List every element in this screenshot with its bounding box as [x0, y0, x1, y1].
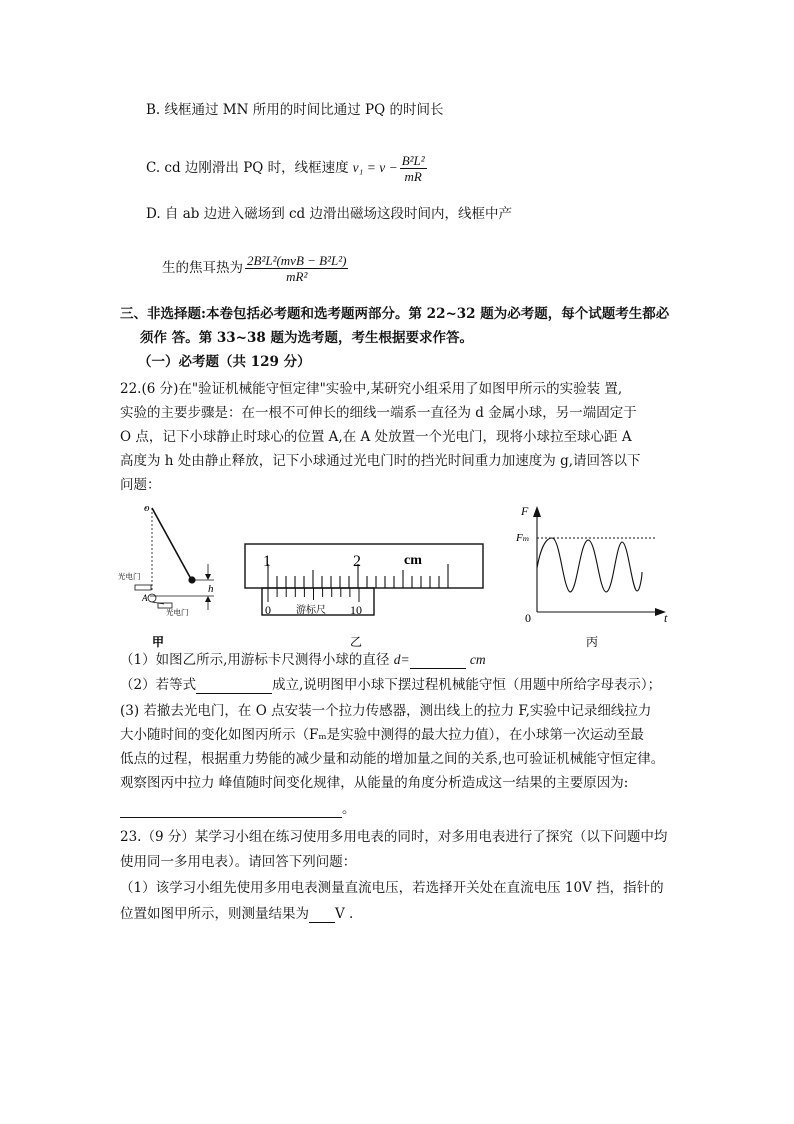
vernier-label-0: 0: [265, 603, 271, 617]
q23-line: 23.（9 分）某学习小组在练习使用多用电表的同时，对多用电表进行了探究（以下问题中均: [120, 829, 668, 845]
answer-blank-reason[interactable]: [120, 803, 342, 818]
q22-part2-suffix: 成立,说明图甲小球下摆过程机械能守恒（用题中所给字母表示）；: [272, 677, 662, 693]
option-d-line2: [162, 246, 350, 290]
y-axis-label: F: [521, 504, 529, 518]
option-c-denominator: mR: [404, 168, 422, 184]
q22-part3-line: (3) 若撤去光电门，在 O 点安装一个拉力传感器，测出线上的拉力 F,实验中记录细线拉力: [120, 703, 652, 719]
force-curve: [537, 538, 642, 592]
main-scale-body: [245, 544, 483, 588]
q22-part3-line: 观察图丙中拉力 峰值随时间变化规律，从能量的角度分析造成这一结果的主要原因为:: [120, 775, 629, 791]
x-axis-label: t: [664, 611, 668, 625]
answer-blank-voltage[interactable]: [309, 908, 335, 923]
q22-part1: [120, 651, 486, 669]
vernier-name: 游标尺: [296, 605, 326, 616]
figure-bing-caption: 丙: [586, 635, 599, 649]
q22-line: 22.(6 分)在"验证机械能守恒定律"实验中,某研究小组采用了如图甲所示的实验装 置,: [120, 381, 623, 397]
q22-part1-text: （1）如图乙所示,用游标卡尺测得小球的直径: [120, 652, 390, 668]
option-c-lhs: v₁ = v −: [352, 160, 398, 175]
point-o-label: o: [144, 502, 150, 514]
q22-part3-line: 大小随时间的变化如图丙所示（Fₘ是实验中测得的最大拉力值），在小球第一次运动至最: [120, 727, 644, 743]
main-scale-label-2: 2: [353, 553, 361, 570]
option-d-fraction: [245, 253, 348, 284]
answer-blank-diameter[interactable]: [410, 654, 466, 669]
gate-bottom-label: 光电门: [166, 608, 189, 617]
point-a-label: A: [142, 593, 148, 603]
option-d-text: 生的焦耳热为: [162, 260, 243, 276]
figure-bing: [515, 504, 668, 649]
option-c: [146, 146, 429, 190]
q22-part3-line: 低点的过程，根据重力势能的减少量和动能的增加量之间的关系,也可验证机械能守恒定律。: [120, 751, 665, 767]
figure-jia: [118, 502, 214, 649]
section-subheading: （一）必考题（共 129 分）: [138, 354, 311, 370]
gate-left-label: 光电门: [118, 572, 141, 581]
q23-last-line: [120, 905, 353, 923]
option-c-numerator: B²L²: [401, 152, 425, 168]
vernier-scale-ticks: [268, 588, 359, 602]
fm-label: Fₘ: [516, 532, 530, 544]
figure-jia-caption: 甲: [152, 635, 165, 649]
option-d-line1: D. 自 ab 边进入磁场到 cd 边滑出磁场这段时间内，线框中产: [146, 206, 512, 222]
q22-line: 高度为 h 处由静止释放，记下小球通过光电门时的挡光时间重力加速度为 g,请回答以下: [120, 453, 641, 469]
vernier-label-10: 10: [350, 603, 362, 617]
option-d-numerator: 2B²L²(mvB − B²L²): [247, 252, 347, 268]
q22-line: O 点，记下小球静止时球心的位置 A,在 A 处放置一个光电门，现将小球拉至球心距 A: [120, 429, 632, 445]
q22-line: 问题：: [120, 477, 161, 493]
main-scale-unit: cm: [404, 553, 422, 568]
q23-line: 使用同一多用电表）。请回答下列问题：: [120, 854, 357, 870]
q22-part3-end: 。: [342, 801, 356, 817]
option-c-text: C. cd 边刚滑出 PQ 时，线框速度: [146, 160, 349, 176]
q23-line: （1）该学习小组先使用多用电表测量直流电压，若选择开关处在直流电压 10V 挡，指针的: [120, 880, 664, 896]
origin-label: 0: [525, 611, 531, 625]
option-c-fraction: [400, 153, 427, 184]
q23-last-suffix: V .: [335, 906, 354, 922]
option-b: B. 线框通过 MN 所用的时间比通过 PQ 的时间长: [146, 102, 444, 118]
q22-part3-answer: [120, 800, 356, 818]
figure-yi: [245, 544, 483, 649]
section-heading-line1: 三、非选择题:本卷包括必考题和选考题两部分。第 22~32 题为必考题，每个试题考生都必: [120, 306, 670, 322]
answer-blank-equation[interactable]: [196, 679, 272, 694]
main-scale-label-1: 1: [263, 553, 271, 570]
q22-part2-prefix: （2）若等式: [120, 677, 197, 693]
figures-row: [0, 496, 794, 656]
q22-line: 实验的主要步骤是：在一根不可伸长的细线一端系一直径为 d 金属小球，另一端固定于: [120, 405, 637, 421]
option-d-denominator: mR²: [286, 268, 308, 284]
q22-part1-unit: cm: [469, 652, 486, 667]
height-h-label: h: [208, 583, 214, 595]
q23-last-prefix: 位置如图甲所示，则测量结果为: [120, 906, 309, 922]
section-heading-line2: 须作 答。第 33~38 题为选考题，考生根据要求作答。: [140, 330, 473, 346]
figure-yi-caption: 乙: [350, 635, 363, 649]
q22-part1-var: d=: [393, 652, 410, 667]
q22-part2: [120, 676, 661, 694]
